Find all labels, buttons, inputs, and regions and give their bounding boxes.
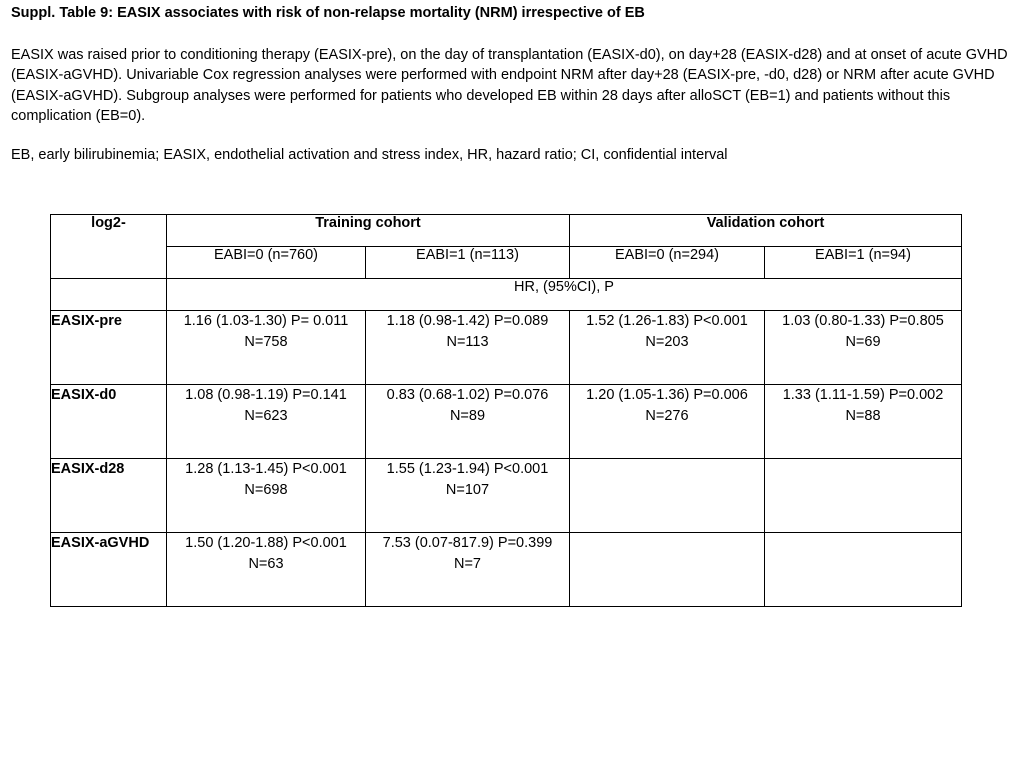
header-row-subgroups [51, 247, 962, 279]
hr-value: 0.83 (0.68-1.02) P=0.076 [386, 387, 549, 403]
n-value: N=89 [449, 408, 486, 424]
table-cell [570, 459, 765, 533]
results-table [50, 214, 962, 607]
training-cohort-header: Training cohort [167, 215, 570, 247]
row-label: EASIX-d0 [51, 385, 167, 459]
hr-value: 1.16 (1.03-1.30) P= 0.011 [183, 313, 349, 329]
hr-value: 1.33 (1.11-1.59) P=0.002 [782, 387, 944, 403]
n-value: N=107 [445, 482, 490, 498]
description-paragraph: EASIX was raised prior to conditioning therapy (EASIX-pre), on the day of transplantation (EASIX-d0), on day+28 (EASIX-d28) and at onset of acute GVHD (EASIX-aGVHD). Univariable Cox regression analyses were performed with endpoint NRM after day+28 (EASIX-pre, -d0, d28) or NRM after acute GVHD (EASIX-aGVHD). Subgroup analyses were performed for patients who developed EB within 28 days after alloSCT (EB=1) and patients without this complication (EB=0). [11, 47, 1008, 125]
table-row [51, 533, 962, 607]
table-cell [765, 533, 962, 607]
table-row [51, 459, 962, 533]
table-cell [366, 385, 570, 459]
row-label: EASIX-pre [51, 311, 167, 385]
subgroup-header: EABI=0 (n=294) [570, 247, 765, 279]
n-value: N=88 [845, 408, 881, 424]
table-row [51, 311, 962, 385]
table-cell [570, 385, 765, 459]
hr-value: 1.18 (0.98-1.42) P=0.089 [386, 313, 549, 329]
table-cell [570, 311, 765, 385]
hr-value: 1.03 (0.80-1.33) P=0.805 [782, 313, 944, 329]
hr-value: 1.20 (1.05-1.36) P=0.006 [586, 387, 748, 403]
table-description [11, 45, 1011, 127]
hr-value: 1.28 (1.13-1.45) P<0.001 [185, 461, 347, 477]
row-label: EASIX-aGVHD [51, 533, 167, 607]
table-cell [765, 459, 962, 533]
table-row [51, 385, 962, 459]
corner-label: log2- [51, 215, 167, 279]
table-cell [366, 533, 570, 607]
header-row-cohorts [51, 215, 962, 247]
hr-value: 7.53 (0.07-817.9) P=0.399 [382, 535, 553, 551]
table-cell [167, 385, 366, 459]
table-cell [765, 311, 962, 385]
hr-value: 1.52 (1.26-1.83) P<0.001 [586, 313, 748, 329]
abbreviations-note: EB, early bilirubinemia; EASIX, endothelial activation and stress index, HR, hazard ratio; CI, confidential interval [11, 147, 728, 163]
table-cell [167, 459, 366, 533]
table-cell [366, 311, 570, 385]
hr-value: 1.08 (0.98-1.19) P=0.141 [185, 387, 347, 403]
n-value: N=698 [244, 482, 288, 498]
table-cell [765, 385, 962, 459]
hr-value: 1.50 (1.20-1.88) P<0.001 [185, 535, 347, 551]
row-label: EASIX-d28 [51, 459, 167, 533]
table-cell [167, 533, 366, 607]
subgroup-header: EABI=1 (n=113) [366, 247, 570, 279]
n-value: N=69 [845, 334, 881, 350]
validation-cohort-header: Validation cohort [570, 215, 962, 247]
header-row-measure [51, 279, 962, 311]
table-cell [167, 311, 366, 385]
table-title: Suppl. Table 9: EASIX associates with risk of non-relapse mortality (NRM) irrespective of EB [11, 5, 645, 21]
n-value: N=113 [446, 334, 489, 350]
n-value: N=7 [453, 556, 481, 572]
n-value: N=63 [248, 556, 284, 572]
n-value: N=758 [244, 334, 288, 350]
subgroup-header: EABI=0 (n=760) [167, 247, 366, 279]
hr-value: 1.55 (1.23-1.94) P<0.001 [386, 461, 549, 477]
measure-header: HR, (95%CI), P [167, 279, 962, 311]
n-value: N=276 [645, 408, 689, 424]
table-cell [570, 533, 765, 607]
subgroup-header: EABI=1 (n=94) [765, 247, 962, 279]
empty-cell [51, 279, 167, 311]
n-value: N=203 [645, 334, 689, 350]
n-value: N=623 [244, 408, 288, 424]
table-cell [366, 459, 570, 533]
